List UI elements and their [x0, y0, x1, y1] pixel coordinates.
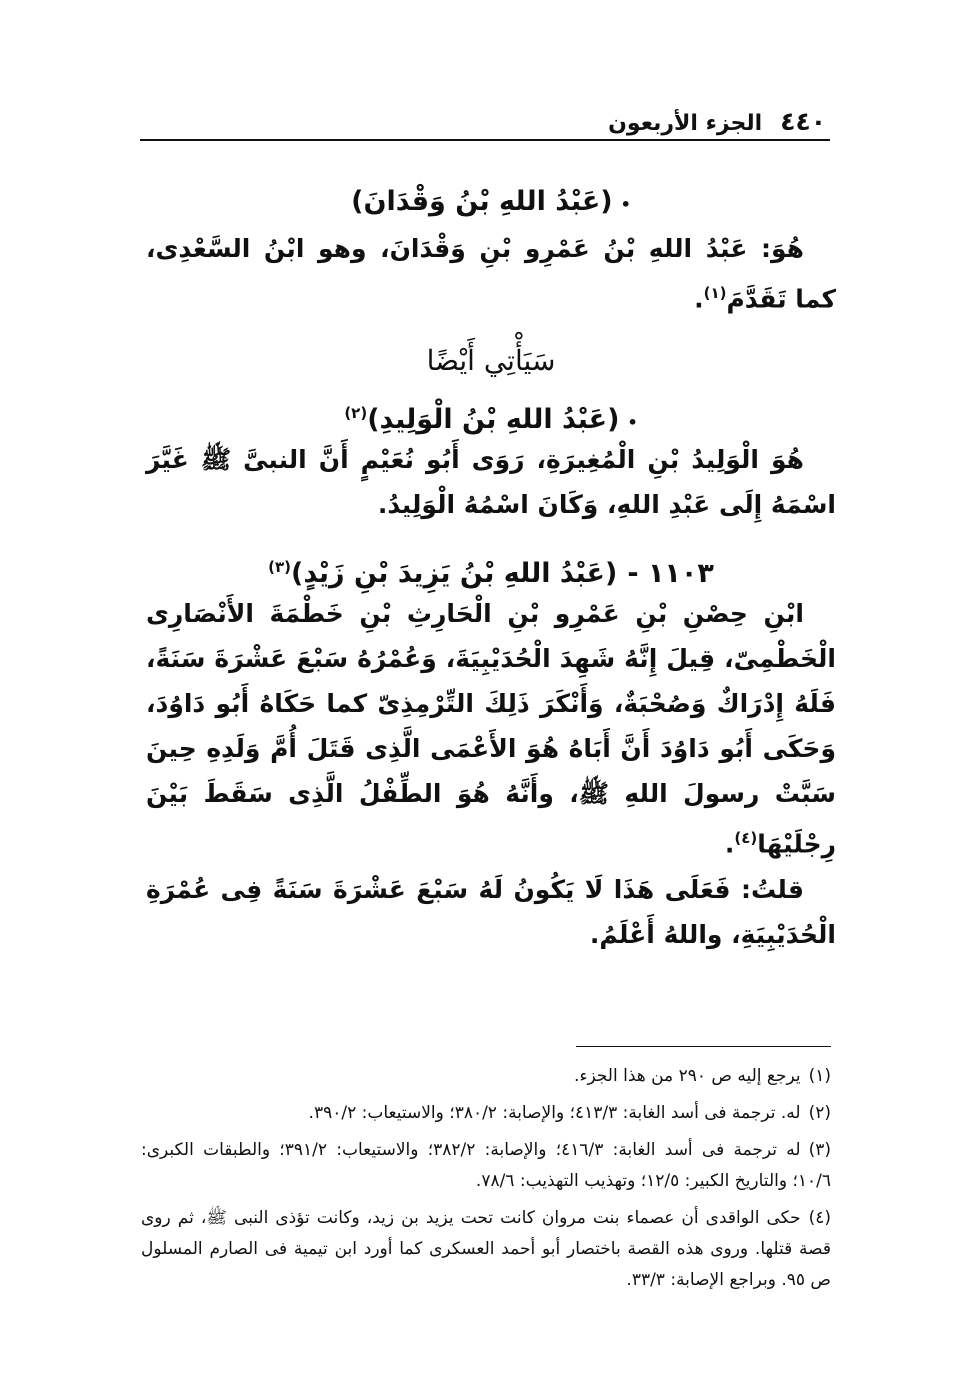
page-number: ٤٤٠ — [780, 107, 826, 136]
section-subtitle: سَيَأْتِي أَيْضًا — [426, 344, 556, 378]
paragraph-end: . — [724, 829, 735, 859]
bullet-mark: • — [627, 413, 638, 433]
footnote — [141, 1061, 831, 1092]
entry-heading — [146, 543, 836, 591]
footnote — [141, 1098, 831, 1129]
footnote-reference[interactable]: (١) — [703, 284, 727, 302]
footnote — [141, 1135, 831, 1197]
footnote-number: (٢) — [808, 1103, 831, 1123]
entry-title: (عَبْدُ اللهِ بْنُ وَقْدَانَ) — [351, 186, 613, 217]
author-note-paragraph: قلتُ: فَعَلَى هَذَا لَا يَكُونُ لَهُ سَبْعَ عَشْرَةَ سَنَةً فِى عُمْرَةِ الْحُدَيْبِيَةِ، واللهُ أَعْلَمُ. — [146, 874, 836, 949]
spacer — [146, 527, 836, 543]
footnote-reference[interactable]: (٣) — [268, 558, 291, 577]
main-text — [146, 178, 836, 957]
footnote-number: (٤) — [808, 1208, 831, 1228]
bullet-mark: • — [620, 195, 631, 214]
entry-heading — [146, 178, 836, 226]
entry-title: (عَبْدُ اللهِ بْنُ يَزِيدَ بْنِ زَيْدٍ) — [290, 558, 618, 590]
footnote-text: حكى الواقدى أن عصماء بنت مروان كانت تحت يزيد بن زيد، وكانت تؤذى النبى ﷺ، ثم روى قصة قتلها. وروى هذه القصة باختصار أبو أحمد العسكرى كما أورد ابن تيمية فى الصارم المسلول ص ٩٥. وبراجع الإصابة: ٣٣/٣. — [141, 1208, 831, 1290]
paragraph-text: ابْنِ حِصْنِ بْنِ عَمْرِو بْنِ الْحَارِثِ بْنِ خَطْمَةَ الأَنْصَارِى الْخَطْمِىّ، قِيلَ إِنَّهُ شَهِدَ الْحُدَيْبِيَةَ، وَعُمْرُهُ سَبْعَ عَشْرَةَ سَنَةً، فَلَهُ إِدْرَاكٌ وَصُحْبَةٌ، وَأَنْكَرَ ذَلِكَ التِّرْمِذِىّ كما حَكَاهُ أَبُو دَاوُدَ، وَحَكَى أَبُو دَاوُدَ أَنَّ أَبَاهُ هُوَ الأَعْمَى الَّذِى قَتَلَ أُمَّ وَلَدِهِ حِينَ سَبَّتْ رسولَ اللهِ ﷺ، وأَنَّهُ هُوَ الطِّفْلُ الَّذِى سَقَطَ بَيْنَ رِجْلَيْهَا — [146, 599, 836, 859]
footnote-reference[interactable]: (٤) — [734, 829, 758, 848]
entry-paragraph: هُوَ الْوَلِيدُ بْنِ الْمُغِيرَةِ، رَوَى أَبُو نُعَيْمٍ أَنَّ النبىَّ ﷺ غَيَّرَ اسْمَهُ إِلَى عَبْدِ اللهِ، وَكَانَ اسْمُهُ الْوَلِيدُ. — [146, 445, 836, 520]
footnote — [141, 1203, 831, 1296]
footnote-rule — [576, 1046, 831, 1047]
running-title: الجزء الأربعون — [608, 111, 763, 136]
page-header — [146, 92, 826, 136]
footnote-number: (١) — [808, 1066, 831, 1086]
footnotes — [141, 1061, 831, 1302]
entry-paragraph — [146, 226, 836, 321]
entry-title: (عَبْدُ اللهِ بْنُ الْوَلِيدِ) — [367, 404, 620, 436]
footnote-number: (٣) — [808, 1140, 831, 1160]
paragraph-text: هُوَ: عَبْدُ اللهِ بْنُ عَمْرِو بْنِ وَقْدَانَ، وهو ابْنُ السَّعْدِى، كما تَقَدَّمَ — [146, 234, 836, 314]
paragraph-end: . — [694, 284, 704, 314]
footnote-text: له. ترجمة فى أسد الغابة: ٤١٣/٣؛ والإصابة: ٣٨٠/٢؛ والاستيعاب: ٣٩٠/٢. — [308, 1103, 801, 1123]
header-rule — [140, 139, 830, 141]
entry-heading — [146, 389, 836, 437]
footnote-reference[interactable]: (٢) — [344, 404, 368, 423]
footnote-text: له ترجمة فى أسد الغابة: ٤١٦/٣؛ والإصابة: ٣٨٢/٢؛ والاستيعاب: ٣٩١/٢؛ والطبقات الكبرى: ١٠/٦؛ والتاريخ الكبير: ١٢/٥؛ وتهذيب التهذيب: ٧٨/٦. — [141, 1140, 831, 1191]
entry-paragraph — [146, 591, 836, 866]
entry-number: ١١٠٣ - — [627, 558, 714, 590]
footnote-text: يرجع إليه ص ٢٩٠ من هذا الجزء. — [574, 1066, 801, 1086]
